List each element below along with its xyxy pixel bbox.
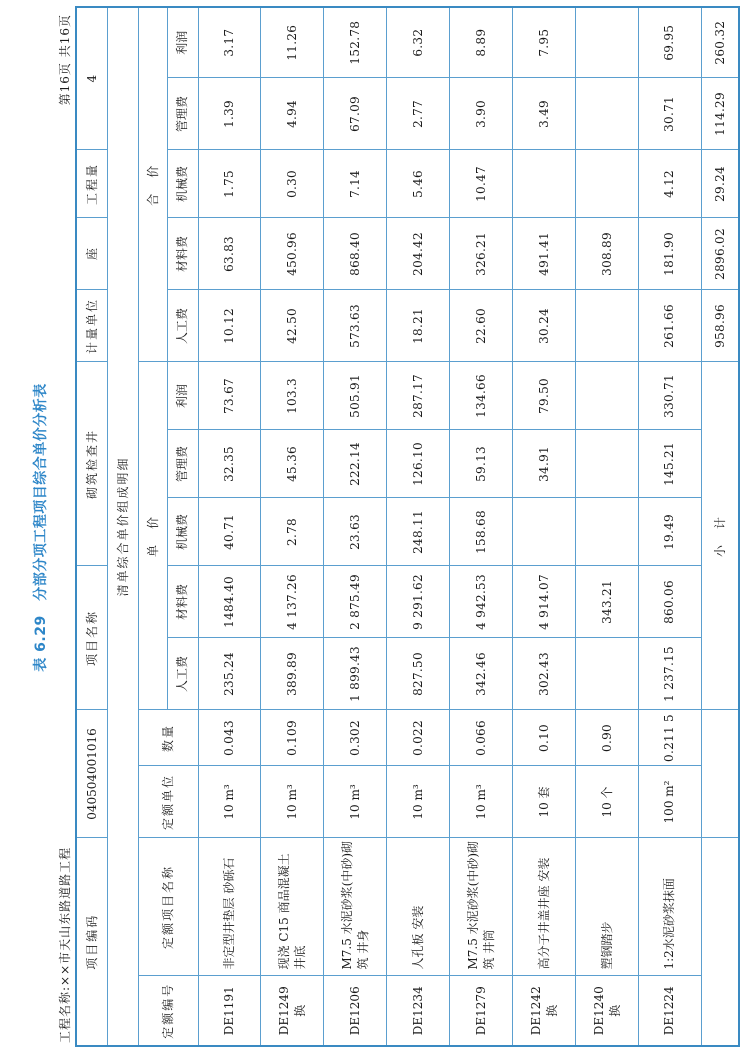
row-unit-profit (575, 362, 638, 430)
row-total-labor: 10.12 (198, 290, 261, 362)
row-unit-management: 222.14 (324, 430, 387, 498)
row-unit-labor: 302.43 (512, 638, 575, 710)
row-unit-machine (575, 498, 638, 566)
row-unit-labor: 1 237.15 (638, 638, 701, 710)
row-total-labor: 22.60 (450, 290, 513, 362)
row-code: DE1279 (450, 976, 513, 1046)
table-row (575, 7, 638, 1046)
row-unit-material: 9 291.62 (387, 566, 450, 638)
row-unit-material: 860.06 (638, 566, 701, 638)
row-amount: 0.211 5 (638, 710, 701, 766)
row-total-labor: 261.66 (638, 290, 701, 362)
row-total-management (575, 78, 638, 150)
row-code: DE1234 (387, 976, 450, 1046)
row-unit-profit: 73.67 (198, 362, 261, 430)
subtotal-labor: 958.96 (701, 290, 739, 362)
row-total-material: 868.40 (324, 218, 387, 290)
table-row (198, 7, 261, 1046)
row-unit-material: 4 137.26 (261, 566, 324, 638)
row-unit-labor (575, 638, 638, 710)
row-total-profit: 7.95 (512, 7, 575, 78)
row-unit-machine: 23.63 (324, 498, 387, 566)
row-total-profit (575, 7, 638, 78)
header-row-item (76, 7, 107, 1046)
row-total-material: 326.21 (450, 218, 513, 290)
row-unit-machine: 158.68 (450, 498, 513, 566)
row-total-machine (512, 150, 575, 218)
row-name: 塑钢踏步 (575, 838, 638, 976)
table-row (638, 7, 701, 1046)
row-total-profit: 8.89 (450, 7, 513, 78)
row-amount: 0.109 (261, 710, 324, 766)
row-unit: 10 m³ (387, 766, 450, 838)
subtotal-row (701, 7, 739, 1046)
row-unit-labor: 827.50 (387, 638, 450, 710)
row-total-machine: 0.30 (261, 150, 324, 218)
row-code: DE1240 换 (575, 976, 638, 1046)
row-total-machine: 4.12 (638, 150, 701, 218)
row-unit-profit: 134.66 (450, 362, 513, 430)
row-total-profit: 6.32 (387, 7, 450, 78)
row-total-machine: 5.46 (387, 150, 450, 218)
col-unit-profit: 利润 (167, 362, 198, 430)
row-unit-management: 145.21 (638, 430, 701, 498)
row-total-machine: 7.14 (324, 150, 387, 218)
row-name: 高分子井盖井座 安装 (512, 838, 575, 976)
row-unit-management: 34.91 (512, 430, 575, 498)
subtotal-material: 2896.02 (701, 218, 739, 290)
col-name: 定额项目名称 (138, 838, 198, 976)
row-total-profit: 69.95 (638, 7, 701, 78)
table-row (450, 7, 513, 1046)
row-total-management: 30.71 (638, 78, 701, 150)
detail-title: 清单综合单价组成明细 (107, 7, 138, 1046)
item-code-label: 项目编码 (76, 838, 107, 1046)
row-total-material: 181.90 (638, 218, 701, 290)
row-name: M7.5 水泥砂浆(中砂)砌筑 井筒 (450, 838, 513, 976)
row-amount: 0.043 (198, 710, 261, 766)
row-total-management: 3.90 (450, 78, 513, 150)
row-total-material: 491.41 (512, 218, 575, 290)
row-code: DE1249 换 (261, 976, 324, 1046)
row-unit-profit: 287.17 (387, 362, 450, 430)
row-total-machine: 1.75 (198, 150, 261, 218)
detail-title-row (107, 7, 138, 1046)
row-total-machine: 10.47 (450, 150, 513, 218)
row-name: 现浇 C15 商品混凝土 井底 (261, 838, 324, 976)
row-unit-material: 343.21 (575, 566, 638, 638)
row-total-machine (575, 150, 638, 218)
row-unit: 10 m³ (450, 766, 513, 838)
project-name: 工程名称:××市天山东路道路工程 (58, 846, 72, 1043)
unit-value: 座 (76, 218, 107, 290)
row-unit-management: 45.36 (261, 430, 324, 498)
item-code-value: 040504001016 (76, 710, 107, 838)
table-row (512, 7, 575, 1046)
column-group-row (138, 7, 167, 1046)
row-name: 1:2水泥砂浆抹面 (638, 838, 701, 976)
row-code: DE1224 (638, 976, 701, 1046)
row-unit-management: 59.13 (450, 430, 513, 498)
row-unit-labor: 235.24 (198, 638, 261, 710)
col-unit-labor: 人工费 (167, 638, 198, 710)
table-row (387, 7, 450, 1046)
row-unit-material: 4 914.07 (512, 566, 575, 638)
row-unit: 10 m³ (261, 766, 324, 838)
col-group-total-price: 合 价 (138, 7, 167, 362)
row-total-material: 204.42 (387, 218, 450, 290)
subtotal-profit: 260.32 (701, 7, 739, 78)
row-unit-machine: 40.71 (198, 498, 261, 566)
col-total-labor: 人工费 (167, 290, 198, 362)
col-unit-machine: 机械费 (167, 498, 198, 566)
row-total-labor: 573.63 (324, 290, 387, 362)
row-unit-machine: 2.78 (261, 498, 324, 566)
row-amount: 0.10 (512, 710, 575, 766)
item-name-value: 砌筑检查井 (76, 362, 107, 566)
page-number: 第16页 共16页 (58, 14, 72, 106)
row-unit-management: 126.10 (387, 430, 450, 498)
row-total-management: 2.77 (387, 78, 450, 150)
unit-price-analysis-table (75, 6, 740, 1047)
row-unit-labor: 342.46 (450, 638, 513, 710)
row-total-management: 1.39 (198, 78, 261, 150)
row-total-profit: 11.26 (261, 7, 324, 78)
subtotal-management: 114.29 (701, 78, 739, 150)
row-unit-machine: 19.49 (638, 498, 701, 566)
row-total-labor: 42.50 (261, 290, 324, 362)
row-unit: 10 个 (575, 766, 638, 838)
row-unit: 100 m² (638, 766, 701, 838)
row-code: DE1242 换 (512, 976, 575, 1046)
subtotal-spacer (701, 710, 739, 838)
row-total-profit: 3.17 (198, 7, 261, 78)
row-unit: 10 套 (512, 766, 575, 838)
row-name: 非定型井垫层 砂砾石 (198, 838, 261, 976)
row-total-material: 450.96 (261, 218, 324, 290)
table-row (324, 7, 387, 1046)
col-unit-material: 材料费 (167, 566, 198, 638)
row-unit-profit: 79.50 (512, 362, 575, 430)
subtotal-label: 小 计 (701, 362, 739, 710)
row-total-material: 308.89 (575, 218, 638, 290)
row-unit: 10 m³ (198, 766, 261, 838)
row-total-management: 3.49 (512, 78, 575, 150)
row-unit-profit: 505.91 (324, 362, 387, 430)
row-total-labor (575, 290, 638, 362)
quantity-value: 4 (76, 7, 107, 150)
table-row (261, 7, 324, 1046)
row-total-management: 4.94 (261, 78, 324, 150)
row-amount: 0.066 (450, 710, 513, 766)
col-group-unit-price: 单 价 (138, 362, 167, 710)
row-total-labor: 30.24 (512, 290, 575, 362)
col-total-material: 材料费 (167, 218, 198, 290)
row-unit-profit: 103.3 (261, 362, 324, 430)
row-unit-profit: 330.71 (638, 362, 701, 430)
row-unit-labor: 389.89 (261, 638, 324, 710)
row-total-management: 67.09 (324, 78, 387, 150)
col-unit: 定额单位 (138, 766, 198, 838)
row-unit-material: 4 942.53 (450, 566, 513, 638)
row-code: DE1191 (198, 976, 261, 1046)
row-unit-material: 1484.40 (198, 566, 261, 638)
item-name-label: 项目名称 (76, 566, 107, 710)
row-unit-labor: 1 899.43 (324, 638, 387, 710)
col-total-management: 管理费 (167, 78, 198, 150)
row-amount: 0.022 (387, 710, 450, 766)
row-unit-material: 2 875.49 (324, 566, 387, 638)
row-amount: 0.90 (575, 710, 638, 766)
row-unit: 10 m³ (324, 766, 387, 838)
row-amount: 0.302 (324, 710, 387, 766)
row-unit-management: 32.35 (198, 430, 261, 498)
row-total-labor: 18.21 (387, 290, 450, 362)
table-caption: 表 6.29 分部分项工程项目综合单价分析表 (33, 383, 49, 672)
row-unit-machine: 248.11 (387, 498, 450, 566)
subtotal-spacer (701, 838, 739, 1046)
col-code: 定额编号 (138, 976, 198, 1046)
col-unit-management: 管理费 (167, 430, 198, 498)
unit-label: 计量单位 (76, 290, 107, 362)
col-amount: 数量 (138, 710, 198, 766)
row-total-profit: 152.78 (324, 7, 387, 78)
row-total-material: 63.83 (198, 218, 261, 290)
col-total-profit: 利润 (167, 7, 198, 78)
row-unit-management (575, 430, 638, 498)
subtotal-machine: 29.24 (701, 150, 739, 218)
row-code: DE1206 (324, 976, 387, 1046)
row-name: M7.5 水泥砂浆(中砂)砌筑 井身 (324, 838, 387, 976)
col-total-machine: 机械费 (167, 150, 198, 218)
row-unit-machine (512, 498, 575, 566)
row-name: 人孔板 安装 (387, 838, 450, 976)
quantity-label: 工程量 (76, 150, 107, 218)
